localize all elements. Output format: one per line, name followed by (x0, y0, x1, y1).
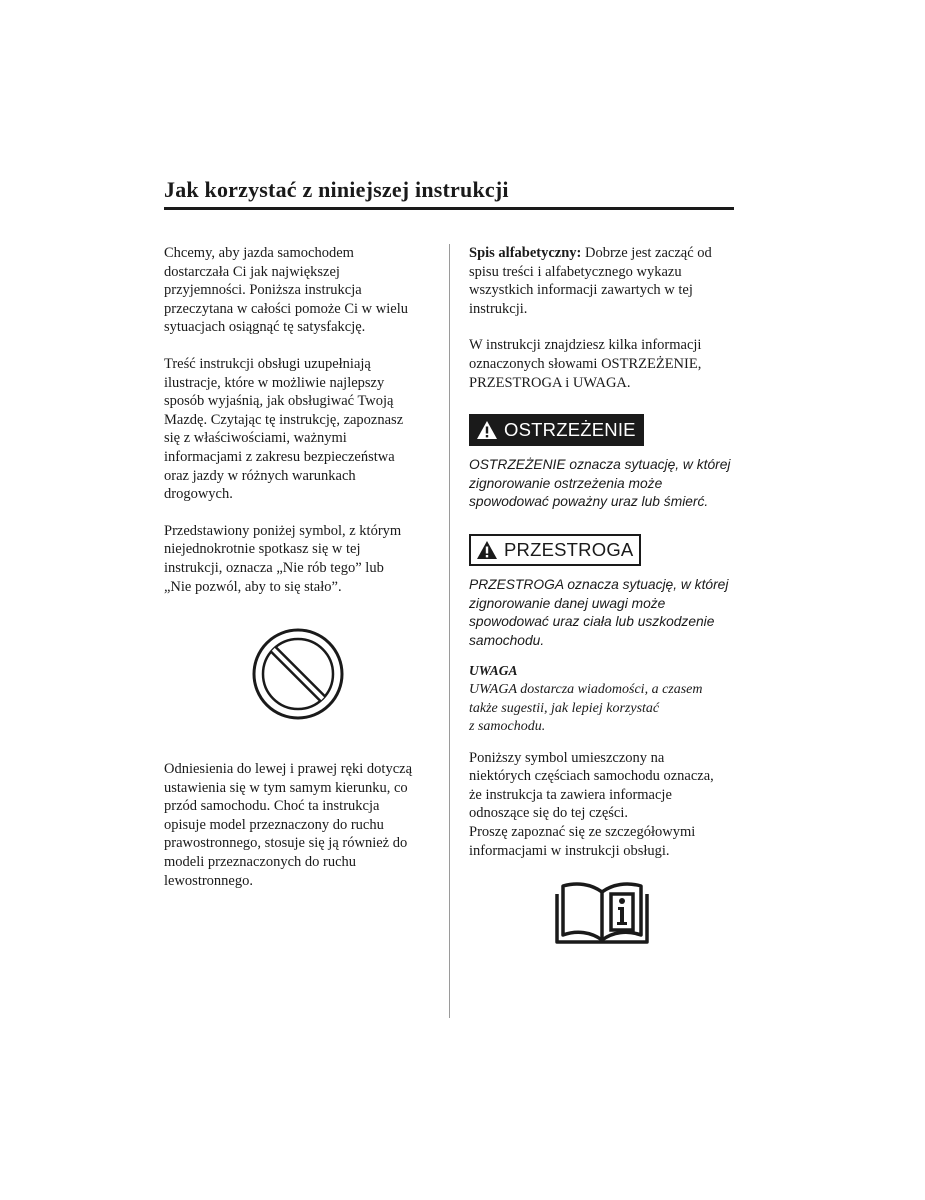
caution-label-text: PRZESTROGA (504, 538, 634, 560)
right-column (469, 244, 737, 946)
caution-triangle-icon (476, 540, 498, 560)
warning-description: OSTRZEŻENIE oznacza sytuację, w której zignorowanie ostrzeżenia może spowodować poważny uraz lub śmierć. (469, 457, 731, 510)
left-column (164, 244, 432, 890)
warning-label-text: OSTRZEŻENIE (504, 418, 636, 440)
warning-label-box (469, 414, 644, 446)
manual-symbol-paragraph: Poniższy symbol umieszczony na niektórych częściach samochodu oznacza, że instrukcja ta zawiera informacje odnoszące się do tej części. Proszę zapoznać się ze szczegółowymi informacjami w instrukcji obsługi. (469, 749, 714, 859)
labels-intro-paragraph: W instrukcji znajdziesz kilka informacji oznaczonych słowami OSTRZEŻENIE, PRZESTROGA i UWAGA. (469, 337, 702, 391)
intro-paragraph: Chcemy, aby jazda samochodem dostarczała Ci jak największej przyjemności. Poniższa instrukcja przeczytana w całości pomoże Ci w wielu sytuacjach osiągnąć tę satysfakcję. (164, 245, 408, 336)
warning-triangle-icon (476, 420, 498, 440)
symbol-paragraph: Przedstawiony poniżej symbol, z którym niejednokrotnie spotkasz się w tej instrukcji, oznacza „Nie rób tego” lub „Nie pozwól, aby to się stało”. (164, 522, 402, 595)
caution-description: PRZESTROGA oznacza sytuację, w której zignorowanie danej uwagi może spowodować uraz ciała lub uszkodzenie samochodu. (469, 576, 729, 648)
page-title: Jak korzystać z niniejszej instrukcji (164, 177, 509, 202)
title-underline (164, 207, 734, 210)
prohibition-circle-icon (248, 624, 348, 724)
index-paragraph: Spis alfabetyczny: Dobrze jest zacząć od spisu treści i alfabetycznego wykazu wszystkich informacji zawartych w tej instrukcji. (469, 245, 712, 317)
handedness-paragraph: Odniesienia do lewej i prawej ręki dotyczą ustawienia się w tym samym kierunku, co przód samochodu. Choć ta instrukcja opisuje model przeznaczony do ruchu prawostronnego, stosuje się ją również do modeli przeznaczonych do ruchu lewostronnego. (164, 761, 413, 889)
column-divider (449, 244, 450, 1018)
manual-book-info-icon (555, 880, 649, 946)
note-description: UWAGA dostarcza wiadomości, a czasem także sugestii, jak lepiej korzystać z samochodu. (469, 681, 703, 735)
caution-label-box (469, 534, 641, 566)
illustrations-paragraph: Treść instrukcji obsługi uzupełniają ilustracje, które w możliwie najlepszy sposób wyjaśnią, jak obsługiwać Twoją Mazdę. Czytając tę instrukcję, zapoznasz się z właściwościami, ważnymi informacjami z zakresu bezpieczeństwa oraz jazdy w różnych warunkach drogowych. (164, 355, 404, 503)
note-title: UWAGA (469, 663, 518, 679)
index-label: Spis alfabetyczny: (469, 245, 582, 261)
